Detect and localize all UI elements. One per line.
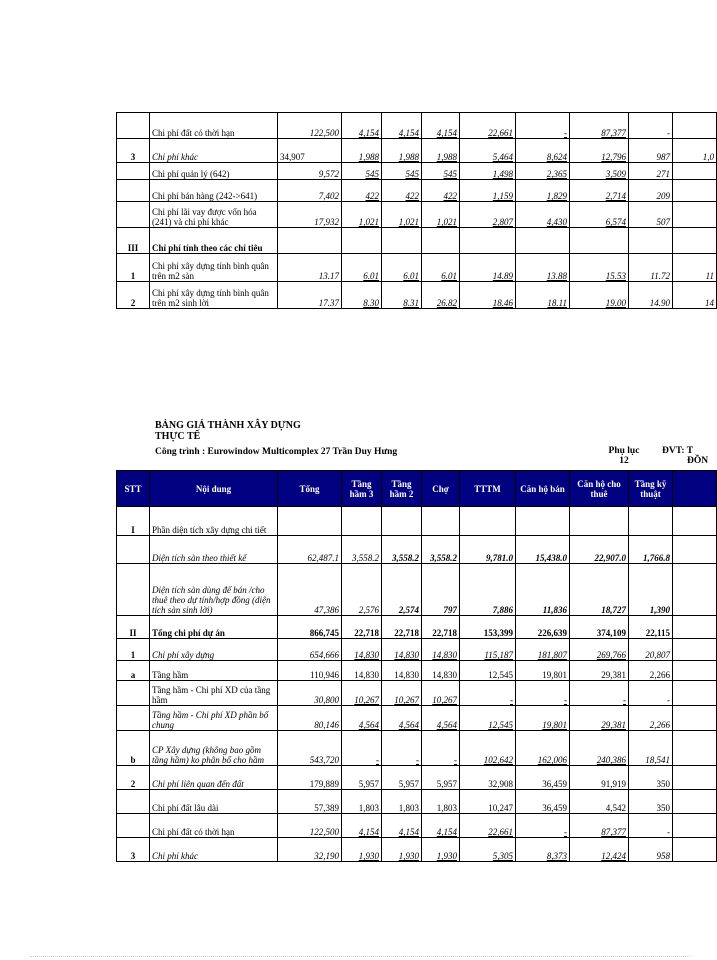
table-row (117, 228, 717, 254)
table-row (117, 661, 717, 681)
cell-value: 162,006 (516, 731, 570, 766)
cell-value: 2,266 (629, 661, 673, 681)
cell-value (673, 790, 717, 814)
cell-value: 122,500 (278, 814, 342, 838)
cell-value: 12,424 (570, 838, 629, 862)
cell-value: 4,154 (422, 814, 460, 838)
row-label: CP Xây dựng (không bao gồm tầng hầm) ko phân bổ cho hầm (150, 731, 278, 766)
cell-value (673, 814, 717, 838)
cell-value (629, 228, 673, 254)
cell-value: 3,509 (570, 163, 629, 180)
cell-value: 10,267 (342, 681, 382, 706)
cell-value: 269,766 (570, 639, 629, 661)
cell-value: 1,498 (460, 163, 516, 180)
cell-value: 14,830 (342, 661, 382, 681)
table-row (117, 706, 717, 731)
table-row (117, 790, 717, 814)
cell-value: 1,766.8 (629, 536, 673, 564)
cell-value: 422 (382, 180, 422, 202)
row-stt (117, 180, 150, 202)
cell-value: 15,438.0 (516, 536, 570, 564)
cell-value: 14.90 (629, 282, 673, 309)
row-label: Chi phí xây dựng tính bình quân trên m2 sinh lời (150, 282, 278, 309)
cell-value: 36,459 (516, 766, 570, 790)
column-header: Tầng hầm 3 (342, 471, 382, 507)
cell-value: - (422, 731, 460, 766)
table-row (117, 282, 717, 309)
cell-value: 11,836 (516, 564, 570, 616)
cell-value: 26.82 (422, 282, 460, 309)
cell-value: 17,932 (278, 202, 342, 228)
cell-value: 10,267 (382, 681, 422, 706)
cell-value: 17.37 (278, 282, 342, 309)
cell-value (673, 616, 717, 639)
cell-value: 2,266 (629, 706, 673, 731)
cell-value: 110,946 (278, 661, 342, 681)
cell-value: 11.72 (629, 254, 673, 282)
cell-value (460, 228, 516, 254)
row-label: Chi phí lãi vay được vốn hóa (241) và chi phí khác (150, 202, 278, 228)
cell-value: 6.01 (342, 254, 382, 282)
cell-value: 4,430 (516, 202, 570, 228)
row-stt (117, 681, 150, 706)
cell-value (422, 228, 460, 254)
cell-value: 3,558.2 (422, 536, 460, 564)
cell-value: 34,907 (278, 139, 342, 163)
cell-value: 19,801 (516, 706, 570, 731)
table-row (117, 639, 717, 661)
cell-value: 13.17 (278, 254, 342, 282)
cell-value: 57,389 (278, 790, 342, 814)
cell-value: - (570, 681, 629, 706)
table-row (117, 113, 717, 139)
cell-value: 14,830 (422, 639, 460, 661)
cell-value: 179,889 (278, 766, 342, 790)
cell-value (570, 228, 629, 254)
unit-label (662, 446, 708, 466)
cell-value: 1,829 (516, 180, 570, 202)
row-stt: 1 (117, 254, 150, 282)
cell-value: 10,267 (422, 681, 460, 706)
table-row (117, 616, 717, 639)
cell-value: 350 (629, 790, 673, 814)
cell-value (673, 766, 717, 790)
cell-value: 18.11 (516, 282, 570, 309)
appendix-label (606, 446, 642, 466)
row-label: Tầng hầm - Chi phí XD phần bổ chung (150, 706, 278, 731)
table-row (117, 731, 717, 766)
table-row (117, 814, 717, 838)
row-label: Chi phí liên quan đến đất (150, 766, 278, 790)
row-label: Chi phí khác (150, 139, 278, 163)
row-label: Chi phí đất có thời hạn (150, 113, 278, 139)
cell-value: 10,247 (460, 790, 516, 814)
column-header: Tầng kỹ thuật (629, 471, 673, 507)
cell-value: 1,803 (382, 790, 422, 814)
cell-value: 350 (629, 766, 673, 790)
cell-value (673, 507, 717, 536)
cell-value: 13.88 (516, 254, 570, 282)
cell-value: 1,988 (382, 139, 422, 163)
cell-value: 1,930 (342, 838, 382, 862)
cell-value (673, 536, 717, 564)
table-row (117, 254, 717, 282)
cell-value: 1,0 (673, 139, 717, 163)
row-label: Phần diện tích xây dựng chi tiết (150, 507, 278, 536)
cell-value: 422 (342, 180, 382, 202)
column-header: STT (117, 471, 150, 507)
cell-value (673, 681, 717, 706)
cell-value: 22,718 (342, 616, 382, 639)
row-label: Tầng hầm (150, 661, 278, 681)
cell-value (673, 228, 717, 254)
row-stt (117, 564, 150, 616)
column-header: Tổng (278, 471, 342, 507)
cell-value: 2,365 (516, 163, 570, 180)
cell-value: 4,542 (570, 790, 629, 814)
cell-value: 422 (422, 180, 460, 202)
cell-value: 12,545 (460, 706, 516, 731)
cell-value: 5,957 (342, 766, 382, 790)
cell-value: 5,957 (422, 766, 460, 790)
unit-text: ĐVT: T (662, 446, 694, 456)
page-break-line (30, 956, 690, 957)
cell-value: 2,807 (460, 202, 516, 228)
cell-value: 545 (382, 163, 422, 180)
cell-value: 6.01 (422, 254, 460, 282)
cell-value: 20,807 (629, 639, 673, 661)
cell-value: 22,907.0 (570, 536, 629, 564)
cell-value: 30,800 (278, 681, 342, 706)
row-stt (117, 113, 150, 139)
row-stt: 1 (117, 639, 150, 661)
cell-value: 1,930 (382, 838, 422, 862)
cell-value: 14 (673, 282, 717, 309)
cell-value: - (516, 113, 570, 139)
cell-value (673, 202, 717, 228)
cell-value: 9,781.0 (460, 536, 516, 564)
cell-value (673, 661, 717, 681)
cell-value (382, 507, 422, 536)
cell-value: 19,801 (516, 661, 570, 681)
cell-value: 8.30 (342, 282, 382, 309)
cell-value (629, 507, 673, 536)
column-header (673, 471, 717, 507)
row-stt: 3 (117, 838, 150, 862)
cell-value: 958 (629, 838, 673, 862)
cell-value: 5,464 (460, 139, 516, 163)
cell-value: 19.00 (570, 282, 629, 309)
table-row (117, 681, 717, 706)
cell-value (673, 564, 717, 616)
cell-value: 2,714 (570, 180, 629, 202)
cell-value: 545 (342, 163, 382, 180)
cell-value: 36,459 (516, 790, 570, 814)
appendix-text: Phụ lục (608, 446, 640, 456)
row-label: Diện tích sàn dùng để bán /cho thuê theo dự tính/hợp đồng (diện tích sàn sinh lời) (150, 564, 278, 616)
cell-value: - (342, 731, 382, 766)
cell-value: 7,886 (460, 564, 516, 616)
cell-value: 29,381 (570, 706, 629, 731)
row-stt: 3 (117, 139, 150, 163)
cell-value: 1,159 (460, 180, 516, 202)
cell-value: 87,377 (570, 113, 629, 139)
cell-value: 8,373 (516, 838, 570, 862)
cell-value: 32,190 (278, 838, 342, 862)
cell-value: 4,564 (382, 706, 422, 731)
cell-value (382, 228, 422, 254)
cell-value (516, 228, 570, 254)
row-label: Diện tích sàn theo thiết kế (150, 536, 278, 564)
cell-value: - (516, 814, 570, 838)
cell-value: 5,957 (382, 766, 422, 790)
column-header: Nội dung (150, 471, 278, 507)
cell-value (278, 228, 342, 254)
cell-value: - (516, 681, 570, 706)
cell-value: 4,154 (382, 814, 422, 838)
cell-value: 18,727 (570, 564, 629, 616)
cell-value: 4,154 (382, 113, 422, 139)
cell-value: 987 (629, 139, 673, 163)
row-label: Tổng chi phí dự án (150, 616, 278, 639)
cell-value: 6,574 (570, 202, 629, 228)
construction-cost-table (116, 470, 717, 862)
row-stt: III (117, 228, 150, 254)
cell-value: - (460, 681, 516, 706)
cell-value: 14,830 (382, 661, 422, 681)
appendix-number: 12 (619, 456, 629, 466)
column-header: TTTM (460, 471, 516, 507)
cell-value: 507 (629, 202, 673, 228)
row-stt: b (117, 731, 150, 766)
cell-value: 62,487.1 (278, 536, 342, 564)
cell-value: 1,021 (382, 202, 422, 228)
cell-value: - (629, 681, 673, 706)
cell-value: 12,545 (460, 661, 516, 681)
cell-value (278, 507, 342, 536)
row-stt (117, 163, 150, 180)
cell-value: 22,718 (422, 616, 460, 639)
cell-value (673, 838, 717, 862)
cell-value: 115,187 (460, 639, 516, 661)
cell-value: 14,830 (342, 639, 382, 661)
table-row (117, 163, 717, 180)
table-row (117, 766, 717, 790)
cell-value: 543,720 (278, 731, 342, 766)
table-row (117, 202, 717, 228)
row-label: Chi phí quản lý (642) (150, 163, 278, 180)
column-header: Tầng hầm 2 (382, 471, 422, 507)
cell-value: - (629, 113, 673, 139)
row-stt: II (117, 616, 150, 639)
cell-value: 1,930 (422, 838, 460, 862)
title-line-1: BẢNG GIÁ THÀNH XÂY DỰNG (155, 420, 301, 431)
row-label: Tầng hầm - Chi phí XD của tầng hầm (150, 681, 278, 706)
cell-value: 15.53 (570, 254, 629, 282)
cell-value: 153,399 (460, 616, 516, 639)
cell-value (460, 507, 516, 536)
cell-value: 4,564 (342, 706, 382, 731)
cell-value (570, 507, 629, 536)
cell-value: 8,624 (516, 139, 570, 163)
cell-value: 87,377 (570, 814, 629, 838)
row-stt (117, 790, 150, 814)
row-label: Chi phí xây dựng (150, 639, 278, 661)
table-row (117, 180, 717, 202)
cell-value: 209 (629, 180, 673, 202)
cell-value: 271 (629, 163, 673, 180)
cell-value: 14,830 (382, 639, 422, 661)
cell-value: 797 (422, 564, 460, 616)
cell-value: - (382, 731, 422, 766)
row-label: Chi phí xây dựng tính bình quân trên m2 sàn (150, 254, 278, 282)
cell-value (422, 507, 460, 536)
column-header: Căn hộ cho thuê (570, 471, 629, 507)
cell-value: 1,803 (422, 790, 460, 814)
cell-value: 9,572 (278, 163, 342, 180)
cell-value (342, 228, 382, 254)
cell-value: 14,830 (422, 661, 460, 681)
cell-value: 47,386 (278, 564, 342, 616)
table-row (117, 536, 717, 564)
cell-value: 2,574 (382, 564, 422, 616)
cell-value: 7,402 (278, 180, 342, 202)
row-stt: a (117, 661, 150, 681)
row-stt: 2 (117, 282, 150, 309)
cell-value: 1,390 (629, 564, 673, 616)
row-label: Chi phí đất lâu dài (150, 790, 278, 814)
cell-value: 226,639 (516, 616, 570, 639)
cell-value: 80,146 (278, 706, 342, 731)
cell-value: 5,305 (460, 838, 516, 862)
cell-value: 11 (673, 254, 717, 282)
row-label: Chi phí bán hàng (242->641) (150, 180, 278, 202)
cell-value: 102,642 (460, 731, 516, 766)
cell-value: 29,381 (570, 661, 629, 681)
cell-value (673, 639, 717, 661)
row-stt: 2 (117, 766, 150, 790)
row-label: Chi phí khác (150, 838, 278, 862)
cell-value: 1,803 (342, 790, 382, 814)
cell-value: 22,661 (460, 814, 516, 838)
cell-value: 1,021 (342, 202, 382, 228)
table-row (117, 139, 717, 163)
unit-currency: ĐỒN (687, 456, 709, 466)
row-stt (117, 706, 150, 731)
cell-value: 4,154 (342, 814, 382, 838)
title-line-2: THỰC TẾ (155, 431, 201, 442)
cell-value: 3,558.2 (342, 536, 382, 564)
table-row (117, 564, 717, 616)
cell-value: 240,386 (570, 731, 629, 766)
cell-value: 12,796 (570, 139, 629, 163)
table-row (117, 507, 717, 536)
project-name: Công trình : Eurowindow Multicomplex 27 Trần Duy Hưng (155, 447, 398, 457)
cell-value (342, 507, 382, 536)
cell-value: 22,115 (629, 616, 673, 639)
column-header: Chợ (422, 471, 460, 507)
cell-value (673, 113, 717, 139)
cell-value: 1,988 (342, 139, 382, 163)
cell-value: 22,661 (460, 113, 516, 139)
row-label: Chi phí đất có thời hạn (150, 814, 278, 838)
top-cost-table (116, 112, 717, 309)
row-label: Chỉ phí tính theo các chỉ tiêu (150, 228, 278, 254)
cell-value: 18.46 (460, 282, 516, 309)
cell-value (673, 731, 717, 766)
cell-value: 8.31 (382, 282, 422, 309)
row-stt (117, 536, 150, 564)
row-stt: I (117, 507, 150, 536)
cell-value: 181,807 (516, 639, 570, 661)
cell-value: 654,666 (278, 639, 342, 661)
cell-value (673, 706, 717, 731)
cell-value: 4,154 (422, 113, 460, 139)
cell-value: 122,500 (278, 113, 342, 139)
row-stt (117, 202, 150, 228)
cell-value: 1,021 (422, 202, 460, 228)
cell-value: 866,745 (278, 616, 342, 639)
cell-value: 14.89 (460, 254, 516, 282)
cell-value: - (629, 814, 673, 838)
column-header: Căn hộ bán (516, 471, 570, 507)
cell-value: 18,541 (629, 731, 673, 766)
cell-value: 4,154 (342, 113, 382, 139)
cell-value: 3,558.2 (382, 536, 422, 564)
cell-value (673, 180, 717, 202)
cell-value (516, 507, 570, 536)
cell-value: 32,908 (460, 766, 516, 790)
table-row (117, 838, 717, 862)
report-title (155, 420, 301, 442)
cell-value: 2,576 (342, 564, 382, 616)
cell-value: 91,919 (570, 766, 629, 790)
cell-value: 22,718 (382, 616, 422, 639)
cell-value: 1,988 (422, 139, 460, 163)
cell-value (673, 163, 717, 180)
cell-value: 4,564 (422, 706, 460, 731)
cell-value: 374,109 (570, 616, 629, 639)
row-stt (117, 814, 150, 838)
cell-value: 6.01 (382, 254, 422, 282)
cell-value: 545 (422, 163, 460, 180)
